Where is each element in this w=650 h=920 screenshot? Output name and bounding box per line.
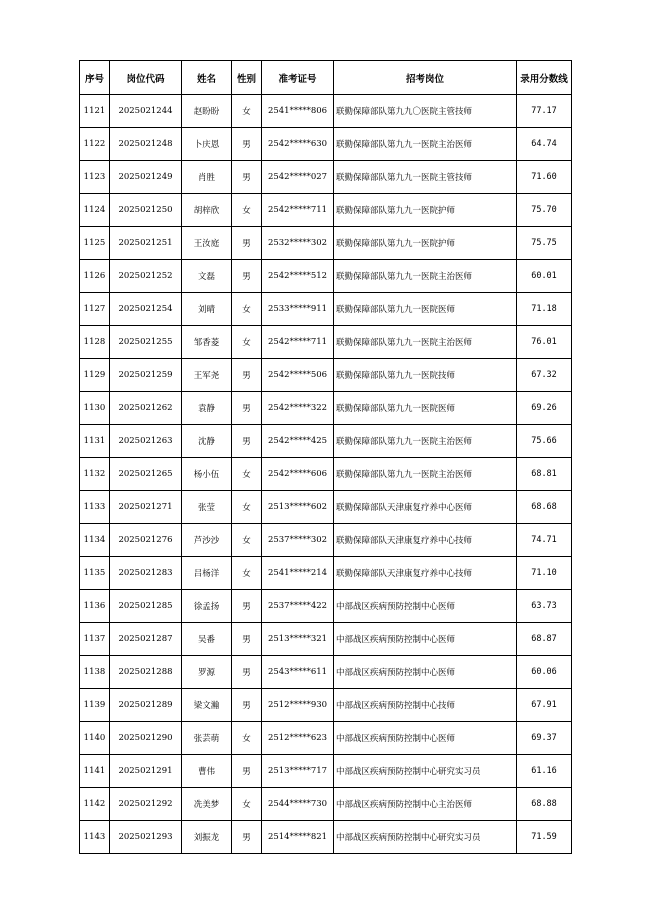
- table-row: [80, 128, 572, 161]
- cell-name: 沈静: [182, 425, 232, 458]
- cell-position-code: 2025021250: [110, 194, 182, 227]
- cell-recruit-position: 中部战区疾病预防控制中心医师: [334, 623, 517, 656]
- cell-serial: 1139: [80, 689, 110, 722]
- cell-serial: 1123: [80, 161, 110, 194]
- cell-exam-id: 2514*****821: [262, 821, 334, 854]
- table-row: [80, 227, 572, 260]
- cell-serial: 1126: [80, 260, 110, 293]
- cell-position-code: 2025021259: [110, 359, 182, 392]
- table-row: [80, 821, 572, 854]
- cell-recruit-position: 中部战区疾病预防控制中心研究实习员: [334, 755, 517, 788]
- cell-serial: 1142: [80, 788, 110, 821]
- cell-recruit-position: 中部战区疾病预防控制中心医师: [334, 590, 517, 623]
- table-row: [80, 392, 572, 425]
- cell-name: 吕杨洋: [182, 557, 232, 590]
- cell-recruit-position: 中部战区疾病预防控制中心医师: [334, 656, 517, 689]
- table-row: [80, 491, 572, 524]
- cell-serial: 1127: [80, 293, 110, 326]
- table-row: [80, 425, 572, 458]
- cell-serial: 1138: [80, 656, 110, 689]
- cell-serial: 1125: [80, 227, 110, 260]
- cell-position-code: 2025021283: [110, 557, 182, 590]
- cell-name: 曹伟: [182, 755, 232, 788]
- cell-score-line: 71.60: [517, 161, 572, 194]
- cell-recruit-position: 联勤保障部队天津康复疗养中心医师: [334, 491, 517, 524]
- cell-exam-id: 2542*****512: [262, 260, 334, 293]
- cell-serial: 1133: [80, 491, 110, 524]
- cell-recruit-position: 联勤保障部队第九九一医院医师: [334, 392, 517, 425]
- cell-score-line: 67.32: [517, 359, 572, 392]
- cell-serial: 1140: [80, 722, 110, 755]
- cell-score-line: 71.59: [517, 821, 572, 854]
- header-position-code: 岗位代码: [110, 61, 182, 95]
- cell-position-code: 2025021292: [110, 788, 182, 821]
- cell-position-code: 2025021285: [110, 590, 182, 623]
- cell-gender: 男: [232, 656, 262, 689]
- cell-exam-id: 2541*****214: [262, 557, 334, 590]
- cell-name: 文磊: [182, 260, 232, 293]
- cell-score-line: 61.16: [517, 755, 572, 788]
- cell-name: 邹香菱: [182, 326, 232, 359]
- cell-recruit-position: 中部战区疾病预防控制中心技师: [334, 689, 517, 722]
- table-row: [80, 722, 572, 755]
- cell-exam-id: 2532*****302: [262, 227, 334, 260]
- cell-score-line: 63.73: [517, 590, 572, 623]
- cell-score-line: 68.68: [517, 491, 572, 524]
- table-row: [80, 689, 572, 722]
- cell-name: 王军尧: [182, 359, 232, 392]
- cell-exam-id: 2542*****711: [262, 194, 334, 227]
- cell-exam-id: 2542*****606: [262, 458, 334, 491]
- cell-serial: 1131: [80, 425, 110, 458]
- cell-exam-id: 2513*****717: [262, 755, 334, 788]
- cell-position-code: 2025021288: [110, 656, 182, 689]
- cell-serial: 1137: [80, 623, 110, 656]
- cell-gender: 男: [232, 161, 262, 194]
- cell-gender: 男: [232, 227, 262, 260]
- cell-recruit-position: 联勤保障部队第九九一医院技师: [334, 359, 517, 392]
- table-row: [80, 260, 572, 293]
- cell-name: 刘晴: [182, 293, 232, 326]
- header-exam-id: 准考证号: [262, 61, 334, 95]
- cell-gender: 女: [232, 491, 262, 524]
- cell-gender: 男: [232, 590, 262, 623]
- cell-recruit-position: 中部战区疾病预防控制中心主治医师: [334, 788, 517, 821]
- cell-score-line: 75.70: [517, 194, 572, 227]
- cell-serial: 1130: [80, 392, 110, 425]
- cell-name: 徐孟扬: [182, 590, 232, 623]
- header-gender: 性别: [232, 61, 262, 95]
- cell-exam-id: 2512*****623: [262, 722, 334, 755]
- cell-serial: 1124: [80, 194, 110, 227]
- cell-position-code: 2025021251: [110, 227, 182, 260]
- table-body: [80, 95, 572, 854]
- table-header-row: [80, 61, 572, 95]
- cell-name: 王汝庭: [182, 227, 232, 260]
- cell-score-line: 71.10: [517, 557, 572, 590]
- cell-exam-id: 2512*****930: [262, 689, 334, 722]
- cell-gender: 女: [232, 458, 262, 491]
- cell-score-line: 60.01: [517, 260, 572, 293]
- cell-gender: 女: [232, 293, 262, 326]
- cell-score-line: 76.01: [517, 326, 572, 359]
- cell-recruit-position: 联勤保障部队第九九〇医院主管技师: [334, 95, 517, 128]
- cell-position-code: 2025021249: [110, 161, 182, 194]
- cell-position-code: 2025021293: [110, 821, 182, 854]
- cell-name: 吴番: [182, 623, 232, 656]
- table-row: [80, 656, 572, 689]
- cell-score-line: 68.88: [517, 788, 572, 821]
- cell-exam-id: 2537*****302: [262, 524, 334, 557]
- results-sheet: [79, 60, 571, 854]
- cell-gender: 女: [232, 524, 262, 557]
- cell-position-code: 2025021248: [110, 128, 182, 161]
- cell-score-line: 69.26: [517, 392, 572, 425]
- cell-gender: 男: [232, 821, 262, 854]
- cell-name: 胡梓欣: [182, 194, 232, 227]
- cell-serial: 1136: [80, 590, 110, 623]
- cell-exam-id: 2533*****911: [262, 293, 334, 326]
- cell-serial: 1121: [80, 95, 110, 128]
- cell-gender: 男: [232, 689, 262, 722]
- cell-score-line: 75.75: [517, 227, 572, 260]
- table-row: [80, 623, 572, 656]
- cell-exam-id: 2542*****322: [262, 392, 334, 425]
- cell-position-code: 2025021255: [110, 326, 182, 359]
- cell-recruit-position: 联勤保障部队第九九一医院主治医师: [334, 128, 517, 161]
- cell-exam-id: 2513*****321: [262, 623, 334, 656]
- cell-exam-id: 2542*****506: [262, 359, 334, 392]
- cell-score-line: 68.81: [517, 458, 572, 491]
- cell-gender: 女: [232, 722, 262, 755]
- cell-score-line: 67.91: [517, 689, 572, 722]
- cell-name: 卜庆恩: [182, 128, 232, 161]
- cell-score-line: 75.66: [517, 425, 572, 458]
- cell-gender: 男: [232, 359, 262, 392]
- cell-score-line: 68.87: [517, 623, 572, 656]
- cell-name: 肖胜: [182, 161, 232, 194]
- cell-position-code: 2025021262: [110, 392, 182, 425]
- table-row: [80, 788, 572, 821]
- cell-position-code: 2025021289: [110, 689, 182, 722]
- cell-exam-id: 2543*****611: [262, 656, 334, 689]
- cell-name: 梁文瀚: [182, 689, 232, 722]
- cell-exam-id: 2544*****730: [262, 788, 334, 821]
- cell-position-code: 2025021265: [110, 458, 182, 491]
- cell-position-code: 2025021263: [110, 425, 182, 458]
- cell-gender: 女: [232, 95, 262, 128]
- cell-name: 张芸萌: [182, 722, 232, 755]
- cell-name: 罗源: [182, 656, 232, 689]
- admission-table: [79, 60, 572, 854]
- cell-gender: 女: [232, 194, 262, 227]
- cell-gender: 男: [232, 260, 262, 293]
- header-name: 姓名: [182, 61, 232, 95]
- cell-gender: 女: [232, 788, 262, 821]
- table-row: [80, 524, 572, 557]
- table-row: [80, 161, 572, 194]
- cell-position-code: 2025021271: [110, 491, 182, 524]
- cell-name: 杨小伍: [182, 458, 232, 491]
- cell-serial: 1129: [80, 359, 110, 392]
- cell-recruit-position: 联勤保障部队第九九一医院主治医师: [334, 458, 517, 491]
- cell-position-code: 2025021287: [110, 623, 182, 656]
- cell-position-code: 2025021244: [110, 95, 182, 128]
- cell-score-line: 77.17: [517, 95, 572, 128]
- table-row: [80, 557, 572, 590]
- cell-name: 张莹: [182, 491, 232, 524]
- cell-score-line: 69.37: [517, 722, 572, 755]
- header-score-line: 录用分数线: [517, 61, 572, 95]
- table-row: [80, 359, 572, 392]
- header-recruit-position: 招考岗位: [334, 61, 517, 95]
- cell-serial: 1143: [80, 821, 110, 854]
- cell-gender: 女: [232, 557, 262, 590]
- table-row: [80, 458, 572, 491]
- cell-recruit-position: 联勤保障部队第九九一医院护师: [334, 194, 517, 227]
- cell-serial: 1141: [80, 755, 110, 788]
- cell-recruit-position: 联勤保障部队第九九一医院主治医师: [334, 425, 517, 458]
- cell-gender: 女: [232, 326, 262, 359]
- cell-recruit-position: 中部战区疾病预防控制中心医师: [334, 722, 517, 755]
- cell-serial: 1132: [80, 458, 110, 491]
- cell-recruit-position: 联勤保障部队天津康复疗养中心技师: [334, 524, 517, 557]
- cell-name: 芦沙沙: [182, 524, 232, 557]
- cell-score-line: 71.18: [517, 293, 572, 326]
- cell-name: 冼美梦: [182, 788, 232, 821]
- cell-position-code: 2025021276: [110, 524, 182, 557]
- cell-recruit-position: 联勤保障部队第九九一医院医师: [334, 293, 517, 326]
- table-row: [80, 590, 572, 623]
- cell-exam-id: 2541*****806: [262, 95, 334, 128]
- cell-position-code: 2025021254: [110, 293, 182, 326]
- cell-position-code: 2025021290: [110, 722, 182, 755]
- cell-exam-id: 2537*****422: [262, 590, 334, 623]
- cell-recruit-position: 联勤保障部队第九九一医院主管技师: [334, 161, 517, 194]
- cell-exam-id: 2542*****425: [262, 425, 334, 458]
- cell-recruit-position: 联勤保障部队第九九一医院主治医师: [334, 260, 517, 293]
- cell-exam-id: 2513*****602: [262, 491, 334, 524]
- cell-recruit-position: 联勤保障部队天津康复疗养中心技师: [334, 557, 517, 590]
- cell-score-line: 64.74: [517, 128, 572, 161]
- cell-recruit-position: 中部战区疾病预防控制中心研究实习员: [334, 821, 517, 854]
- cell-gender: 男: [232, 128, 262, 161]
- header-serial: 序号: [80, 61, 110, 95]
- cell-serial: 1134: [80, 524, 110, 557]
- cell-position-code: 2025021252: [110, 260, 182, 293]
- cell-gender: 男: [232, 425, 262, 458]
- table-row: [80, 95, 572, 128]
- table-row: [80, 755, 572, 788]
- cell-serial: 1128: [80, 326, 110, 359]
- cell-score-line: 74.71: [517, 524, 572, 557]
- cell-exam-id: 2542*****027: [262, 161, 334, 194]
- table-row: [80, 326, 572, 359]
- cell-gender: 男: [232, 623, 262, 656]
- cell-name: 赵盼盼: [182, 95, 232, 128]
- cell-serial: 1135: [80, 557, 110, 590]
- cell-exam-id: 2542*****630: [262, 128, 334, 161]
- cell-name: 袁静: [182, 392, 232, 425]
- cell-position-code: 2025021291: [110, 755, 182, 788]
- cell-gender: 男: [232, 755, 262, 788]
- cell-name: 刘振龙: [182, 821, 232, 854]
- cell-recruit-position: 联勤保障部队第九九一医院护师: [334, 227, 517, 260]
- cell-serial: 1122: [80, 128, 110, 161]
- table-row: [80, 293, 572, 326]
- cell-gender: 男: [232, 392, 262, 425]
- cell-exam-id: 2542*****711: [262, 326, 334, 359]
- table-row: [80, 194, 572, 227]
- cell-score-line: 60.06: [517, 656, 572, 689]
- cell-recruit-position: 联勤保障部队第九九一医院主治医师: [334, 326, 517, 359]
